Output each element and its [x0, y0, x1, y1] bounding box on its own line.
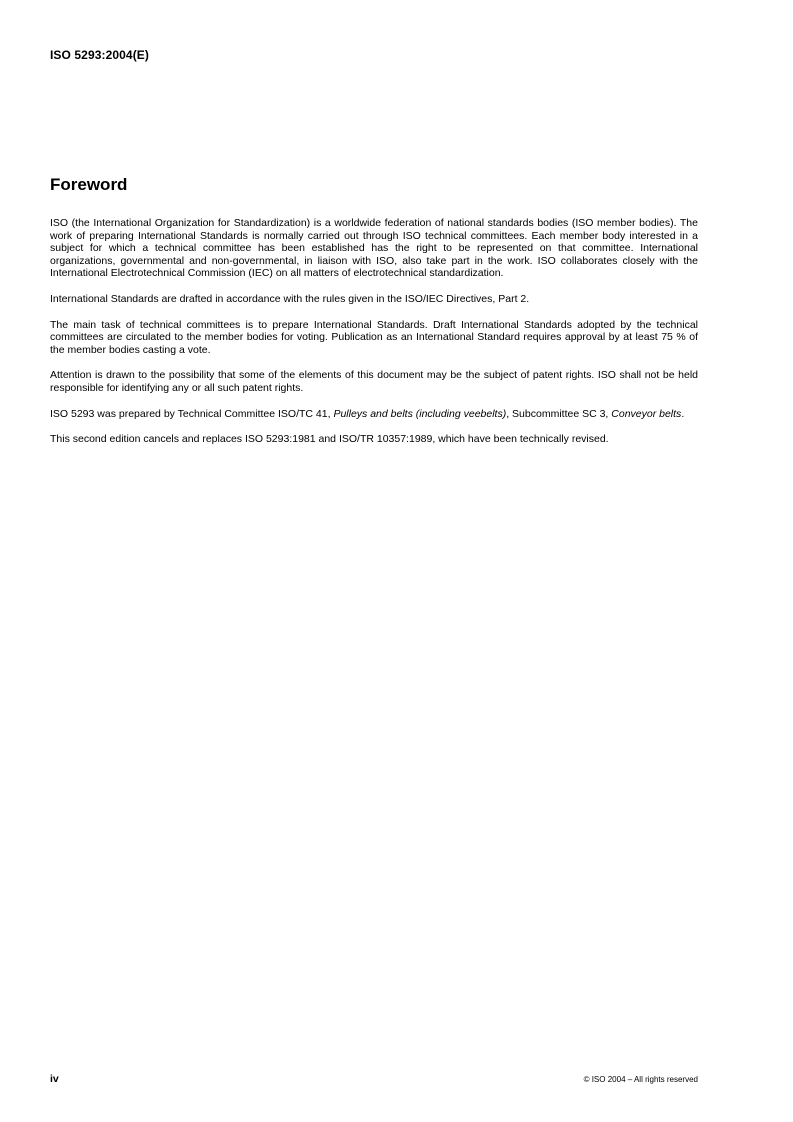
paragraph-committee-task: The main task of technical committees is to prepare International Standards. Draft International Standards adopted by the technical committees are circulated to the member bodies for voting. Publication as an International Standard requires approval by at least 75 % of the member bodies casting a vote.	[50, 318, 698, 356]
prepared-by-text-2: , Subcommittee SC 3,	[506, 407, 612, 420]
prepared-by-text-1: ISO 5293 was prepared by Technical Committee ISO/TC 41,	[50, 407, 334, 420]
page-title: Foreword	[50, 175, 128, 194]
committee-name: Pulleys and belts (including veebelts)	[333, 407, 507, 420]
paragraph-patent-rights: Attention is drawn to the possibility that some of the elements of this document may be the subject of patent rights. ISO shall not be held responsible for identifying any or all such patent rights.	[50, 369, 698, 394]
paragraph-edition-note: This second edition cancels and replaces ISO 5293:1981 and ISO/TR 10357:1989, which have been technically revised.	[50, 433, 609, 446]
foreword-body	[50, 217, 698, 459]
paragraph-iso-overview: ISO (the International Organization for Standardization) is a worldwide federation of national standards bodies (ISO member bodies). The work of preparing International Standards is normally carried out through ISO technical committees. Each member body interested in a subject for which a technical committee has been established has the right to be represented on that committee. International organizations, governmental and non-governmental, in liaison with ISO, also take part in the work. ISO collaborates closely with the International Electrotechnical Commission (IEC) on all matters of electrotechnical standardization.	[50, 217, 698, 280]
copyright-notice: © ISO 2004 – All rights reserved	[583, 1075, 698, 1084]
document-code: ISO 5293:2004(E)	[50, 48, 149, 62]
prepared-by-text-3: .	[681, 407, 685, 420]
subcommittee-name: Conveyor belts	[611, 407, 682, 420]
paragraph-prepared-by	[50, 408, 698, 421]
paragraph-drafting-rules: International Standards are drafted in accordance with the rules given in the ISO/IEC Directives, Part 2.	[50, 292, 530, 305]
page-number: iv	[50, 1073, 59, 1085]
